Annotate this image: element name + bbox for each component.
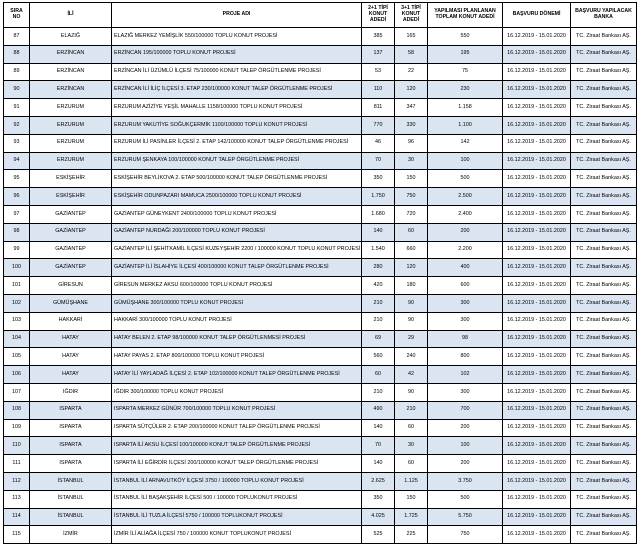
cell-donem: 16.12.2019 - 15.01.2020 [503, 63, 571, 81]
cell-banka: TC. Ziraat Bankası AŞ. [571, 188, 637, 206]
table-row [4, 188, 637, 206]
cell-banka: TC. Ziraat Bankası AŞ. [571, 99, 637, 117]
cell-proje: ERZİNCAN 195/100000 TOPLU KONUT PROJESİ [112, 45, 362, 63]
cell-donem: 16.12.2019 - 15.01.2020 [503, 294, 571, 312]
cell-tip21: 140 [362, 455, 395, 473]
cell-sira: 110 [4, 437, 30, 455]
cell-donem: 16.12.2019 - 15.01.2020 [503, 134, 571, 152]
cell-sira: 100 [4, 259, 30, 277]
cell-il: ERZURUM [30, 116, 112, 134]
cell-banka: TC. Ziraat Bankası AŞ. [571, 366, 637, 384]
cell-banka: TC. Ziraat Bankası AŞ. [571, 330, 637, 348]
cell-sira: 98 [4, 223, 30, 241]
cell-banka: TC. Ziraat Bankası AŞ. [571, 437, 637, 455]
cell-proje: IĞDIR 300/100000 TOPLU KONUT PROJESİ [112, 383, 362, 401]
cell-il: ISPARTA [30, 401, 112, 419]
table-row [4, 490, 637, 508]
cell-banka: TC. Ziraat Bankası AŞ. [571, 455, 637, 473]
cell-tip21: 210 [362, 294, 395, 312]
cell-tip21: 1.680 [362, 205, 395, 223]
cell-proje: HAKKARİ 300/100000 TOPLU KONUT PROJESİ [112, 312, 362, 330]
cell-banka: TC. Ziraat Bankası AŞ. [571, 134, 637, 152]
cell-tip31: 96 [395, 134, 428, 152]
cell-donem: 16.12.2019 - 15.01.2020 [503, 28, 571, 46]
cell-tip31: 225 [395, 526, 428, 544]
cell-toplam: 230 [428, 81, 503, 99]
cell-sira: 93 [4, 134, 30, 152]
cell-il: HATAY [30, 330, 112, 348]
cell-toplam: 200 [428, 419, 503, 437]
cell-toplam: 2.500 [428, 188, 503, 206]
cell-toplam: 2.200 [428, 241, 503, 259]
cell-banka: TC. Ziraat Bankası AŞ. [571, 490, 637, 508]
cell-sira: 101 [4, 277, 30, 295]
cell-donem: 16.12.2019 - 15.01.2020 [503, 241, 571, 259]
cell-banka: TC. Ziraat Bankası AŞ. [571, 81, 637, 99]
cell-sira: 109 [4, 419, 30, 437]
cell-tip21: 1.750 [362, 188, 395, 206]
table-row [4, 277, 637, 295]
cell-tip31: 330 [395, 116, 428, 134]
cell-il: ERZİNCAN [30, 81, 112, 99]
cell-il: ISPARTA [30, 437, 112, 455]
header-toplam: YAPILMASI PLANLANAN TOPLAM KONUT ADEDİ [428, 3, 503, 28]
cell-toplam: 700 [428, 401, 503, 419]
cell-tip21: 46 [362, 134, 395, 152]
cell-banka: TC. Ziraat Bankası AŞ. [571, 241, 637, 259]
table-body [4, 28, 637, 544]
cell-tip21: 69 [362, 330, 395, 348]
cell-sira: 99 [4, 241, 30, 259]
header-il: İLİ [30, 3, 112, 28]
cell-il: IĞDIR [30, 383, 112, 401]
cell-toplam: 300 [428, 383, 503, 401]
cell-banka: TC. Ziraat Bankası AŞ. [571, 277, 637, 295]
cell-banka: TC. Ziraat Bankası AŞ. [571, 259, 637, 277]
cell-sira: 89 [4, 63, 30, 81]
cell-tip31: 60 [395, 419, 428, 437]
cell-proje: ISPARTA SÜTÇÜLER 2. ETAP 200/100000 KONUT TALEP ÖRGÜTLENME PROJESİ [112, 419, 362, 437]
header-banka: BAŞVURU YAPILACAK BANKA [571, 3, 637, 28]
cell-donem: 16.12.2019 - 15.01.2020 [503, 526, 571, 544]
cell-toplam: 500 [428, 170, 503, 188]
cell-proje: GAZİANTEP İLİ İSLAHİYE İLÇESİ 400/100000 KONUT TALEP ÖRGÜTLENME PROJESİ [112, 259, 362, 277]
cell-toplam: 195 [428, 45, 503, 63]
cell-sira: 103 [4, 312, 30, 330]
cell-sira: 91 [4, 99, 30, 117]
cell-sira: 92 [4, 116, 30, 134]
cell-il: GAZİANTEP [30, 241, 112, 259]
table-row [4, 366, 637, 384]
cell-sira: 112 [4, 472, 30, 490]
cell-proje: ISPARTA MERKEZ GÜNÜR 700/100000 TOPLU KONUT PROJESİ [112, 401, 362, 419]
cell-il: GAZİANTEP [30, 223, 112, 241]
cell-sira: 115 [4, 526, 30, 544]
cell-il: ISPARTA [30, 455, 112, 473]
cell-banka: TC. Ziraat Bankası AŞ. [571, 401, 637, 419]
cell-il: ERZURUM [30, 134, 112, 152]
cell-sira: 106 [4, 366, 30, 384]
cell-il: ESKİŞEHİR [30, 188, 112, 206]
cell-tip31: 29 [395, 330, 428, 348]
cell-tip31: 30 [395, 437, 428, 455]
cell-banka: TC. Ziraat Bankası AŞ. [571, 294, 637, 312]
cell-il: İSTANBUL [30, 490, 112, 508]
cell-proje: HATAY BELEN 2. ETAP 98/100000 KONUT TALEP ÖRGÜTLENMESİ PROJESİ [112, 330, 362, 348]
cell-donem: 16.12.2019 - 15.01.2020 [503, 152, 571, 170]
header-sira: SIRA NO [4, 3, 30, 28]
cell-tip31: 180 [395, 277, 428, 295]
cell-toplam: 2.400 [428, 205, 503, 223]
cell-donem: 16.12.2019 - 15.01.2020 [503, 188, 571, 206]
document-page [3, 2, 637, 544]
cell-tip31: 1.725 [395, 508, 428, 526]
cell-tip21: 60 [362, 366, 395, 384]
cell-tip21: 70 [362, 152, 395, 170]
cell-il: ERZURUM [30, 99, 112, 117]
cell-tip31: 60 [395, 455, 428, 473]
table-row [4, 259, 637, 277]
table-row [4, 81, 637, 99]
cell-proje: GAZİANTEP NURDAĞI 200/100000 TOPLU KONUT PROJESİ [112, 223, 362, 241]
cell-tip31: 42 [395, 366, 428, 384]
table-row [4, 205, 637, 223]
table-row [4, 419, 637, 437]
cell-sira: 111 [4, 455, 30, 473]
cell-donem: 16.12.2019 - 15.01.2020 [503, 205, 571, 223]
table-row [4, 45, 637, 63]
cell-donem: 16.12.2019 - 15.01.2020 [503, 419, 571, 437]
cell-toplam: 98 [428, 330, 503, 348]
cell-proje: ERZURUM İLİ PASİNLER İLÇESİ 2. ETAP 142/100000 KONUT TALEP ÖRGÜTLENME PROJESİ [112, 134, 362, 152]
cell-donem: 16.12.2019 - 15.01.2020 [503, 490, 571, 508]
cell-toplam: 300 [428, 294, 503, 312]
cell-donem: 16.12.2019 - 15.01.2020 [503, 259, 571, 277]
cell-banka: TC. Ziraat Bankası AŞ. [571, 472, 637, 490]
cell-tip21: 210 [362, 312, 395, 330]
cell-proje: GAZİANTEP İLİ ŞEHİTKAMİL İLÇESİ KUZEYŞEHİR 2200 / 100000 KONUT TOPLU KONUT PROJESİ [112, 241, 362, 259]
cell-banka: TC. Ziraat Bankası AŞ. [571, 205, 637, 223]
housing-projects-table [3, 2, 637, 544]
cell-sira: 94 [4, 152, 30, 170]
cell-proje: ISPARTA İLİ EĞİRDİR İLÇESİ 200/100000 KONUT TALEP ÖRGÜTLENME PROJESİ [112, 455, 362, 473]
cell-tip21: 70 [362, 437, 395, 455]
cell-tip31: 90 [395, 294, 428, 312]
cell-donem: 16.12.2019 - 15.01.2020 [503, 45, 571, 63]
cell-toplam: 3.750 [428, 472, 503, 490]
cell-tip31: 660 [395, 241, 428, 259]
cell-il: ISPARTA [30, 419, 112, 437]
cell-banka: TC. Ziraat Bankası AŞ. [571, 45, 637, 63]
cell-toplam: 300 [428, 312, 503, 330]
cell-tip31: 120 [395, 81, 428, 99]
cell-proje: GİRESUN MERKEZ AKSU 600/100000 TOPLU KONUT PROJESİ [112, 277, 362, 295]
header-tip31: 3+1 TİPİ KONUT ADEDİ [395, 3, 428, 28]
cell-il: GİRESUN [30, 277, 112, 295]
cell-banka: TC. Ziraat Bankası AŞ. [571, 312, 637, 330]
cell-tip31: 210 [395, 401, 428, 419]
table-row [4, 241, 637, 259]
cell-tip31: 120 [395, 259, 428, 277]
cell-tip21: 350 [362, 170, 395, 188]
cell-proje: ERZİNCAN İLİ ÜZÜMLÜ İLÇESİ 75/100000 KONUT TALEP ÖRGÜTLENME PROJESİ [112, 63, 362, 81]
cell-donem: 16.12.2019 - 15.01.2020 [503, 472, 571, 490]
table-row [4, 63, 637, 81]
cell-toplam: 1.158 [428, 99, 503, 117]
cell-donem: 16.12.2019 - 15.01.2020 [503, 330, 571, 348]
cell-donem: 16.12.2019 - 15.01.2020 [503, 277, 571, 295]
table-row [4, 472, 637, 490]
cell-donem: 16.12.2019 - 15.01.2020 [503, 366, 571, 384]
cell-il: İSTANBUL [30, 508, 112, 526]
cell-il: ERZİNCAN [30, 45, 112, 63]
cell-sira: 97 [4, 205, 30, 223]
cell-tip31: 30 [395, 152, 428, 170]
cell-sira: 104 [4, 330, 30, 348]
cell-donem: 16.12.2019 - 15.01.2020 [503, 383, 571, 401]
cell-banka: TC. Ziraat Bankası AŞ. [571, 526, 637, 544]
cell-toplam: 5.750 [428, 508, 503, 526]
table-header-row [4, 3, 637, 28]
cell-donem: 16.12.2019 - 15.01.2020 [503, 455, 571, 473]
cell-proje: GÜMÜŞHANE 300/100000 TOPLU KONUT PROJESİ [112, 294, 362, 312]
cell-toplam: 400 [428, 259, 503, 277]
cell-proje: ERZİNCAN İLİ İLİÇ İLÇESİ 3. ETAP 230/100000 KONUT TALEP ÖRGÜTLENME PROJESİ [112, 81, 362, 99]
cell-sira: 88 [4, 45, 30, 63]
cell-toplam: 600 [428, 277, 503, 295]
cell-tip21: 385 [362, 28, 395, 46]
cell-proje: İZMİR İLİ ALİAĞA İLÇESİ 750 / 100000 KONUT TOPLUKONUT PROJESİ [112, 526, 362, 544]
cell-tip31: 165 [395, 28, 428, 46]
cell-tip31: 22 [395, 63, 428, 81]
cell-il: HATAY [30, 366, 112, 384]
table-row [4, 526, 637, 544]
cell-tip31: 720 [395, 205, 428, 223]
cell-proje: ERZURUM AZİZİYE YEŞİL MAHALLE 1158/100000 TOPLU KONUT PROJESİ [112, 99, 362, 117]
cell-tip31: 347 [395, 99, 428, 117]
cell-donem: 16.12.2019 - 15.01.2020 [503, 99, 571, 117]
cell-tip21: 2.625 [362, 472, 395, 490]
cell-toplam: 75 [428, 63, 503, 81]
cell-tip21: 4.025 [362, 508, 395, 526]
cell-tip21: 811 [362, 99, 395, 117]
cell-sira: 95 [4, 170, 30, 188]
cell-tip31: 1.125 [395, 472, 428, 490]
table-row [4, 437, 637, 455]
cell-il: ERZİNCAN [30, 63, 112, 81]
cell-proje: İSTANBUL İLİ TUZLA İLÇESİ 5750 / 100000 TOPLUKONUT PROJESİ [112, 508, 362, 526]
cell-toplam: 500 [428, 490, 503, 508]
table-row [4, 294, 637, 312]
cell-toplam: 200 [428, 223, 503, 241]
header-tip21: 2+1 TİPİ KONUT ADEDİ [362, 3, 395, 28]
cell-donem: 16.12.2019 - 15.01.2020 [503, 401, 571, 419]
cell-sira: 105 [4, 348, 30, 366]
cell-toplam: 550 [428, 28, 503, 46]
cell-il: HAKKARİ [30, 312, 112, 330]
cell-il: HATAY [30, 348, 112, 366]
cell-donem: 16.12.2019 - 15.01.2020 [503, 223, 571, 241]
cell-donem: 16.12.2019 - 15.01.2020 [503, 437, 571, 455]
cell-sira: 90 [4, 81, 30, 99]
cell-proje: GAZİANTEP GÜNEYKENT 2400/100000 TOPLU KONUT PROJESİ [112, 205, 362, 223]
cell-banka: TC. Ziraat Bankası AŞ. [571, 419, 637, 437]
cell-tip21: 560 [362, 348, 395, 366]
cell-il: GAZİANTEP [30, 259, 112, 277]
cell-tip31: 90 [395, 312, 428, 330]
cell-banka: TC. Ziraat Bankası AŞ. [571, 508, 637, 526]
cell-proje: ESKİŞEHİR BEYLİKOVA 2. ETAP 500/100000 KONUT TALEP ÖRGÜTLENME PROJESİ [112, 170, 362, 188]
table-row [4, 28, 637, 46]
cell-banka: TC. Ziraat Bankası AŞ. [571, 348, 637, 366]
cell-tip31: 60 [395, 223, 428, 241]
cell-donem: 16.12.2019 - 15.01.2020 [503, 348, 571, 366]
cell-tip21: 140 [362, 419, 395, 437]
cell-proje: ESKİŞEHİR ODUNPAZARI MAMUCA 2500/100000 TOPLU KONUT PROJESİ [112, 188, 362, 206]
table-row [4, 348, 637, 366]
cell-toplam: 100 [428, 437, 503, 455]
table-row [4, 508, 637, 526]
cell-toplam: 800 [428, 348, 503, 366]
cell-proje: İSTANBUL İLİ BAŞAKŞEHİR İLÇESİ 500 / 100000 TOPLUKONUT PROJESİ [112, 490, 362, 508]
cell-sira: 102 [4, 294, 30, 312]
header-proje: PROJE ADI [112, 3, 362, 28]
cell-tip21: 110 [362, 81, 395, 99]
cell-tip21: 770 [362, 116, 395, 134]
cell-toplam: 102 [428, 366, 503, 384]
cell-proje: ISPARTA İLİ AKSU İLÇESİ 100/100000 KONUT TALEP ÖRGÜTLENME PROJESİ [112, 437, 362, 455]
cell-banka: TC. Ziraat Bankası AŞ. [571, 63, 637, 81]
cell-tip21: 490 [362, 401, 395, 419]
table-row [4, 170, 637, 188]
cell-toplam: 750 [428, 526, 503, 544]
cell-banka: TC. Ziraat Bankası AŞ. [571, 383, 637, 401]
table-row [4, 99, 637, 117]
table-row [4, 152, 637, 170]
cell-il: ERZURUM [30, 152, 112, 170]
cell-proje: İSTANBUL İLİ ARNAVUTKÖY İLÇESİ 3750 / 100000 TOPLU KONUT PROJESİ [112, 472, 362, 490]
cell-toplam: 200 [428, 455, 503, 473]
header-donem: BAŞVURU DÖNEMİ [503, 3, 571, 28]
cell-il: GAZİANTEP [30, 205, 112, 223]
cell-donem: 16.12.2019 - 15.01.2020 [503, 508, 571, 526]
cell-proje: ERZURUM YAKUTİYE SOĞUKÇERMİK 1100/100000 TOPLU KONUT PROJESİ [112, 116, 362, 134]
cell-sira: 107 [4, 383, 30, 401]
table-row [4, 455, 637, 473]
cell-donem: 16.12.2019 - 15.01.2020 [503, 312, 571, 330]
cell-toplam: 142 [428, 134, 503, 152]
table-row [4, 223, 637, 241]
table-row [4, 312, 637, 330]
cell-tip21: 210 [362, 383, 395, 401]
cell-il: ELAZIĞ [30, 28, 112, 46]
cell-banka: TC. Ziraat Bankası AŞ. [571, 116, 637, 134]
cell-tip21: 140 [362, 223, 395, 241]
cell-tip21: 53 [362, 63, 395, 81]
cell-sira: 96 [4, 188, 30, 206]
cell-donem: 16.12.2019 - 15.01.2020 [503, 81, 571, 99]
cell-tip21: 420 [362, 277, 395, 295]
cell-donem: 16.12.2019 - 15.01.2020 [503, 170, 571, 188]
table-row [4, 134, 637, 152]
table-row [4, 116, 637, 134]
cell-proje: ERZURUM ŞENKAYA 100/100000 KONUT TALEP ÖRGÜTLENME PROJESİ [112, 152, 362, 170]
cell-sira: 113 [4, 490, 30, 508]
cell-tip21: 137 [362, 45, 395, 63]
cell-banka: TC. Ziraat Bankası AŞ. [571, 152, 637, 170]
cell-tip31: 150 [395, 490, 428, 508]
cell-toplam: 1.100 [428, 116, 503, 134]
cell-tip21: 350 [362, 490, 395, 508]
cell-donem: 16.12.2019 - 15.01.2020 [503, 116, 571, 134]
cell-tip31: 150 [395, 170, 428, 188]
cell-tip31: 90 [395, 383, 428, 401]
cell-banka: TC. Ziraat Bankası AŞ. [571, 28, 637, 46]
cell-il: İSTANBUL [30, 472, 112, 490]
cell-proje: HATAY İLİ YAYLADAĞ İLÇESİ 2. ETAP 102/100000 KONUT TALEP ÖRGÜTLENME PROJESİ [112, 366, 362, 384]
cell-il: ESKİŞEHİR [30, 170, 112, 188]
cell-tip21: 280 [362, 259, 395, 277]
cell-toplam: 100 [428, 152, 503, 170]
cell-banka: TC. Ziraat Bankası AŞ. [571, 170, 637, 188]
cell-tip31: 58 [395, 45, 428, 63]
cell-proje: ELAZIĞ MERKEZ YEMİŞLİK 550/100000 TOPLU KONUT PROJESİ [112, 28, 362, 46]
cell-sira: 87 [4, 28, 30, 46]
cell-sira: 114 [4, 508, 30, 526]
cell-proje: HATAY PAYAS 2. ETAP 800/100000 TOPLU KONUT PROJESİ [112, 348, 362, 366]
table-row [4, 330, 637, 348]
cell-tip21: 1.540 [362, 241, 395, 259]
table-row [4, 383, 637, 401]
cell-tip31: 750 [395, 188, 428, 206]
cell-sira: 108 [4, 401, 30, 419]
cell-il: GÜMÜŞHANE [30, 294, 112, 312]
cell-il: İZMİR [30, 526, 112, 544]
cell-tip21: 525 [362, 526, 395, 544]
table-row [4, 401, 637, 419]
cell-tip31: 240 [395, 348, 428, 366]
cell-banka: TC. Ziraat Bankası AŞ. [571, 223, 637, 241]
